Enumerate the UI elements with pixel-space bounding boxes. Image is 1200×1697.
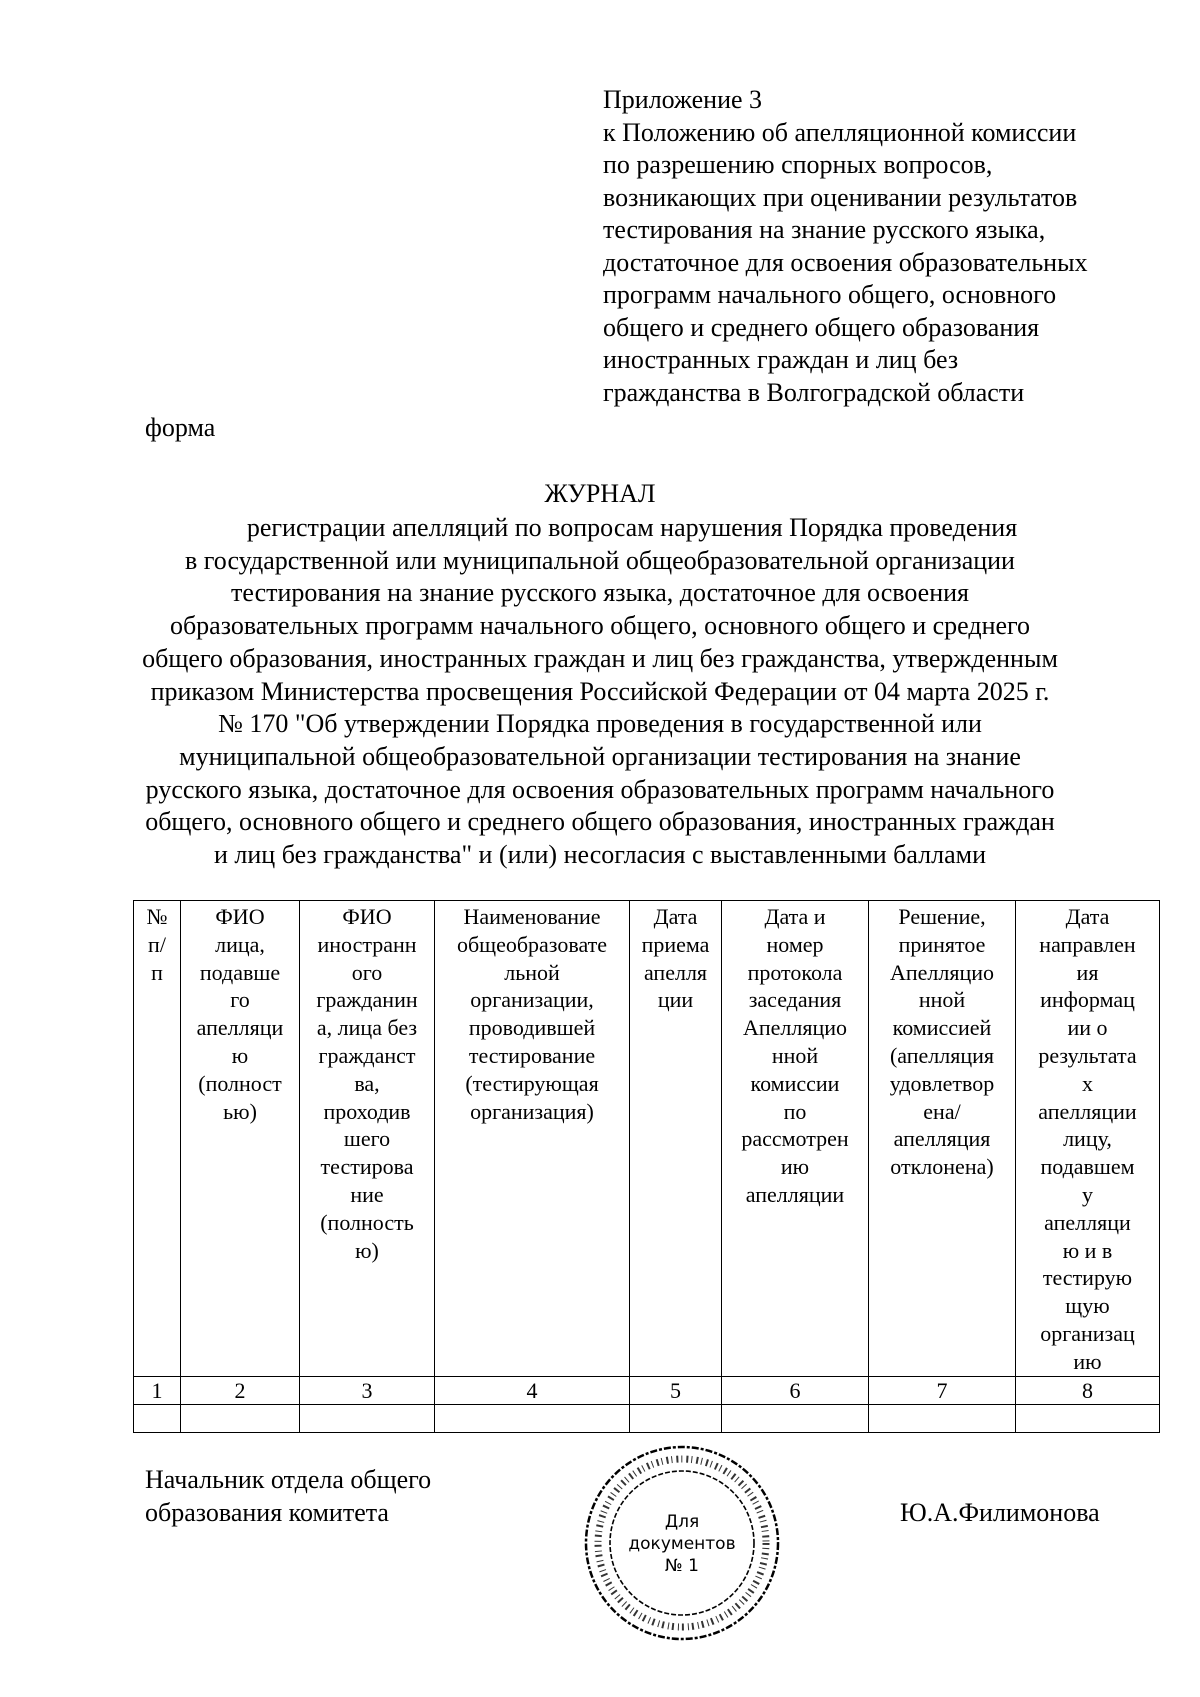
subtitle-line: тестирования на знание русского языка, достаточное для освоения (231, 578, 969, 608)
header-line: лицу, (1063, 1126, 1112, 1152)
appeals-register-table (133, 900, 1160, 1433)
subtitle-line: в государственной или муниципальной общеобразовательной организации (185, 545, 1015, 575)
subtitle-line: муниципальной общеобразовательной организации тестирования на знание (179, 741, 1021, 771)
header-line: ью) (223, 1098, 257, 1124)
column-number: 3 (300, 1376, 435, 1405)
header-line: Дата (1065, 904, 1110, 929)
table-row (134, 1405, 1160, 1433)
header-line: нной (771, 1042, 819, 1068)
header-line: лица, (215, 931, 265, 957)
header-line: а, лица без (316, 1015, 418, 1041)
header-line: нной (918, 987, 966, 1013)
header-line: ции (657, 987, 694, 1013)
header-line: (тестирующая (465, 1070, 599, 1096)
header-cell-notification-date (1016, 901, 1160, 1377)
header-cell-number (134, 901, 181, 1377)
header-line: Дата (653, 904, 698, 929)
header-line: комиссии (750, 1070, 840, 1096)
header-line: приема (641, 931, 710, 957)
appendix-line: иностранных граждан и лиц без (603, 345, 959, 374)
appendix-header (603, 84, 1163, 409)
signatory-position (145, 1464, 431, 1529)
header-line: тестирую (1042, 1265, 1133, 1291)
header-line: информац (1040, 987, 1135, 1013)
header-line: Апелляцио (742, 1015, 848, 1041)
header-line: ена/ (923, 1098, 961, 1124)
subtitle-line: образовательных программ начального общего, основного общего и среднего (169, 611, 1031, 641)
header-line: апелляци (1044, 1209, 1131, 1235)
header-line: ого (351, 959, 383, 985)
journal-subtitle (0, 512, 1200, 872)
subtitle-line: регистрации апелляций по вопросам нарушения Порядка проведения (246, 513, 1018, 542)
header-line: организация) (470, 1098, 594, 1124)
header-line: (полност (198, 1070, 282, 1096)
header-line: Решение, (898, 904, 986, 929)
column-number: 7 (869, 1376, 1016, 1405)
header-line: ние (350, 1181, 384, 1207)
header-line: организац (1040, 1320, 1135, 1346)
column-number: 4 (435, 1376, 630, 1405)
header-line: шего (343, 1126, 391, 1152)
header-line: ию (780, 1154, 810, 1180)
subtitle-line: приказом Министерства просвещения Российской Федерации от 04 марта 2025 г. (150, 676, 1050, 706)
header-line: проводившей (468, 1015, 596, 1041)
header-line: ию (1073, 1348, 1102, 1374)
header-line: п (151, 959, 163, 985)
header-line: апелляция (893, 1126, 991, 1152)
header-line: у (1082, 1181, 1093, 1207)
header-line: отклонена) (890, 1154, 994, 1180)
header-line: Апелляцио (889, 959, 995, 985)
column-number: 1 (134, 1376, 181, 1405)
header-line: х (1082, 1070, 1093, 1096)
header-cell-organization (435, 901, 630, 1377)
form-label: форма (145, 413, 216, 442)
header-line: ия (1076, 959, 1099, 985)
header-line: Наименование (463, 904, 601, 929)
header-line: гражданин (316, 987, 418, 1013)
header-cell-protocol (722, 901, 869, 1377)
empty-cell[interactable] (181, 1405, 300, 1433)
appendix-line: возникающих при оценивании результатов (603, 182, 1078, 212)
empty-cell[interactable] (435, 1405, 630, 1433)
header-line: (полность (320, 1209, 414, 1235)
header-line: ю и в (1062, 1237, 1113, 1263)
appendix-line: гражданства в Волгоградской области (603, 377, 1025, 407)
header-line: щую (1065, 1293, 1110, 1319)
header-line: № (146, 904, 168, 929)
subtitle-line: № 170 "Об утверждении Порядка проведения в государственной или (218, 709, 982, 739)
header-line: апелляции (1038, 1098, 1137, 1124)
header-line: ю (231, 1042, 249, 1068)
header-line: ФИО (342, 904, 392, 929)
header-line: результата (1038, 1042, 1137, 1068)
column-number-row (134, 1376, 1160, 1405)
header-line: подавше (199, 959, 281, 985)
column-number: 2 (181, 1376, 300, 1405)
empty-cell[interactable] (134, 1405, 181, 1433)
header-cell-decision (869, 901, 1016, 1377)
table-header-row (134, 901, 1160, 1377)
header-line: принятое (898, 931, 986, 957)
header-line: (апелляция (889, 1042, 995, 1068)
header-line: общеобразовате (456, 931, 608, 957)
empty-cell[interactable] (722, 1405, 869, 1433)
signatory-position-line: образования комитета (145, 1497, 389, 1527)
header-line: тестирова (320, 1154, 414, 1180)
header-line: удовлетвор (889, 1070, 995, 1096)
empty-cell[interactable] (1016, 1405, 1160, 1433)
header-line: ФИО (215, 904, 265, 929)
appendix-line: достаточное для освоения образовательных (603, 247, 1088, 277)
appendix-line: по разрешению спорных вопросов, (603, 150, 993, 179)
header-line: проходив (323, 1098, 411, 1124)
column-number: 6 (722, 1376, 869, 1405)
header-line: апелляции (745, 1181, 845, 1207)
header-cell-appellant-name (181, 901, 300, 1377)
header-line: номер (766, 931, 824, 957)
header-line: протокола (747, 959, 843, 985)
column-number: 8 (1016, 1376, 1160, 1405)
header-line: льной (504, 959, 560, 985)
empty-cell[interactable] (630, 1405, 722, 1433)
header-line: гражданст (318, 1042, 416, 1068)
seal-center-line: № 1 (665, 1556, 699, 1576)
header-line: апелля (643, 959, 708, 985)
seal-center-line: Для (664, 1512, 700, 1532)
empty-cell[interactable] (300, 1405, 435, 1433)
subtitle-line: общего образования, иностранных граждан и лиц без гражданства, утвержденным (142, 643, 1058, 673)
subtitle-line: и лиц без гражданства" и (или) несогласия с выставленными баллами (213, 840, 987, 870)
header-line: го (230, 987, 250, 1013)
header-line: ю) (355, 1237, 379, 1263)
signatory-name: Ю.А.Филимонова (900, 1498, 1100, 1527)
header-line: тестирование (468, 1042, 596, 1068)
header-line: ии о (1067, 1015, 1108, 1041)
header-cell-receipt-date (630, 901, 722, 1377)
header-line: рассмотрен (741, 1126, 849, 1152)
header-cell-foreigner-name (300, 901, 435, 1377)
appendix-line: Приложение 3 (603, 85, 763, 114)
official-seal (582, 1443, 782, 1643)
header-line: ва, (354, 1070, 380, 1096)
header-line: направлен (1039, 931, 1136, 957)
header-line: подавшем (1040, 1154, 1135, 1180)
header-line: организации, (470, 987, 594, 1013)
header-line: комиссией (892, 1015, 992, 1041)
appendix-line: программ начального общего, основного (603, 280, 1057, 309)
header-line: иностранн (317, 931, 417, 957)
journal-title: ЖУРНАЛ (544, 479, 656, 508)
header-line: по (783, 1098, 807, 1124)
header-line: апелляци (196, 1015, 284, 1041)
header-line: п/ (148, 931, 166, 957)
signatory-position-line: Начальник отдела общего (145, 1465, 432, 1494)
column-number: 5 (630, 1376, 722, 1405)
appendix-line: тестирования на знание русского языка, (603, 215, 1046, 244)
appendix-line: к Положению об апелляционной комиссии (603, 117, 1077, 147)
subtitle-line: русского языка, достаточное для освоения образовательных программ начального (145, 774, 1055, 804)
header-line: заседания (748, 987, 842, 1013)
empty-cell[interactable] (869, 1405, 1016, 1433)
seal-center-line: документов (628, 1534, 736, 1554)
appendix-line: общего и среднего общего образования (603, 312, 1040, 342)
header-line: Дата и (764, 904, 826, 929)
subtitle-line: общего, основного общего и среднего общего образования, иностранных граждан (145, 807, 1055, 837)
